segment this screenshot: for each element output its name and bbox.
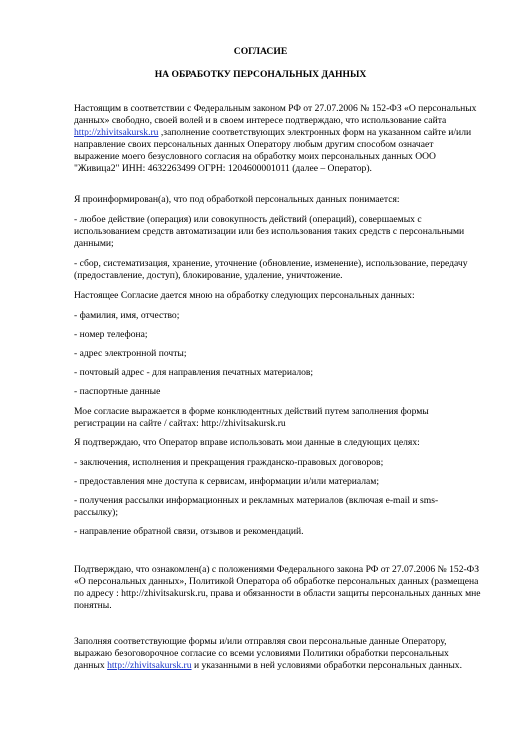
definition-2-line-1: - сбор, систематизация, хранение, уточнение (обновление, изменение), использование, передачу [74, 258, 468, 269]
final-line-3-prefix: данных [74, 660, 108, 671]
purposes-intro: Я подтверждаю, что Оператор вправе использовать мои данные в следующих целях: [74, 437, 420, 448]
site-link[interactable]: http://zhivitsakursk.ru [107, 660, 192, 671]
acknowledgement-line-2: «О персональных данных», Политикой Оператора об обработке персональных данных (размещена [74, 576, 479, 587]
acknowledgement-line-3: по адресу : http://zhivitsakursk.ru, права и обязанности в области защиты персональных данных мне [74, 588, 481, 599]
consent-given-paragraph: Настоящее Согласие дается мною на обработку следующих персональных данных: [74, 290, 415, 301]
data-item: - адрес электронной почты; [74, 348, 187, 359]
definition-1-line-3: данными; [74, 238, 114, 249]
informed-paragraph: Я проинформирован(а), что под обработкой персональных данных понимается: [74, 194, 400, 205]
acknowledgement-line-4: понятны. [74, 600, 112, 611]
data-item: - номер телефона; [74, 329, 148, 340]
final-line-2: выражаю безоговорочное согласие со всеми условиями Политики обработки персональных [74, 648, 449, 659]
intro-line-4: направление своих персональных данных Оператору любым другим способом означает [74, 139, 434, 150]
intro-line-3 [74, 127, 474, 139]
site-link[interactable]: http://zhivitsakursk.ru [74, 127, 159, 138]
purpose-item-line-2: рассылку); [74, 507, 118, 518]
purpose-item: - предоставления мне доступа к сервисам, информации и/или материалам; [74, 476, 380, 487]
purpose-item: - направление обратной связи, отзывов и рекомендаций. [74, 526, 304, 537]
definition-1-line-2: использованием средств автоматизации или без использования таких средств с персональными [74, 226, 465, 237]
document-title: СОГЛАСИЕ [233, 46, 288, 57]
intro-line-2: данных» свободно, своей волей и в своем интересе подтверждаю, что использование сайта [74, 115, 447, 126]
data-item: - фамилия, имя, отчество; [74, 310, 180, 321]
final-line-3 [74, 660, 474, 672]
purpose-item-line-1: - получения рассылки информационных и рекламных материалов (включая e-mail и sms- [74, 495, 439, 506]
intro-line-3-text: ,заполнение соответствующих электронных форм на указанном сайте и/или [158, 127, 472, 138]
intro-line-5: выражение моего безусловного согласия на обработку моих персональных данных ООО [74, 151, 436, 162]
intro-line-1: Настоящим в соответствии с Федеральным законом РФ от 27.07.2006 № 152-ФЗ «О персональных [74, 103, 477, 114]
definition-2-line-2: (предоставление, доступ), блокирование, удаление, уничтожение. [74, 270, 343, 281]
final-line-1: Заполняя соответствующие формы и/или отправляя свои персональные данные Оператору, [74, 636, 447, 647]
form-paragraph-line-2: регистрации на сайте / сайтах: http://zhivitsakursk.ru [74, 418, 286, 429]
document-subtitle: НА ОБРАБОТКУ ПЕРСОНАЛЬНЫХ ДАННЫХ [154, 69, 367, 80]
definition-1-line-1: - любое действие (операция) или совокупность действий (операций), совершаемых с [74, 214, 422, 225]
purpose-item: - заключения, исполнения и прекращения гражданско-правовых договоров; [74, 457, 384, 468]
acknowledgement-line-1: Подтверждаю, что ознакомлен(а) с положениями Федерального закона РФ от 27.07.2006 № 152-ФЗ [74, 564, 480, 575]
final-line-3-suffix: и указанными в ней условиями обработки персональных данных. [191, 660, 462, 671]
data-item: - паспортные данные [74, 386, 161, 397]
form-paragraph-line-1: Мое согласие выражается в форме конклюдентных действий путем заполнения формы [74, 406, 429, 417]
data-item: - почтовый адрес - для направления печатных материалов; [74, 367, 314, 378]
intro-line-6: "Живица2" ИНН: 4632263499 ОГРН: 1204600001011 (далее – Оператор). [74, 163, 372, 174]
